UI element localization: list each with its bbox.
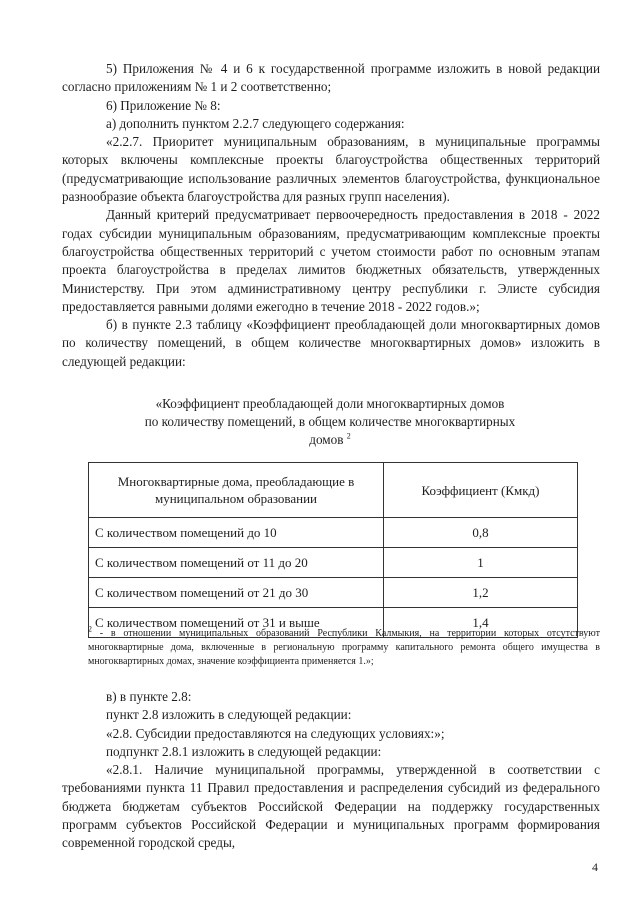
table-title-line-3 <box>100 431 560 449</box>
table-title-line-3-text: домов <box>309 432 344 447</box>
table-header-row <box>89 463 578 518</box>
footnote-mark: 2 <box>88 624 92 634</box>
paragraph-5: 5) Приложения № 4 и 6 к государственной программе изложить в новой редакции согласно приложениям № 1 и 2 соответственно; <box>62 61 600 95</box>
paragraph-2-8-intro: пункт 2.8 изложить в следующей редакции: <box>106 707 352 723</box>
table-cell-label: С количеством помещений до 10 <box>89 518 384 548</box>
table-title-line-2: по количеству помещений, в общем количестве многоквартирных <box>144 414 516 429</box>
footnote-text: - в отношении муниципальных образований Республики Калмыкия, на территории которых отсутствуют многоквартирные дома, включенные в региональную программу капитального ремонта общего имущества в многоквартирных домах, значение коэффициента применяется 1.»; <box>88 628 600 668</box>
table-cell-label: С количеством помещений от 31 и выше <box>89 608 384 638</box>
paragraph-criterion: Данный критерий предусматривает первоочередность предоставления в 2018 - 2022 годах субсидии муниципальным образованиям, предусматривающим комплексные проекты благоустройства общественных территорий с учетом стоимости работ по основным этапам проекта благоустройства в пределах лимитов бюджетных обязательств, утвержденных Министерству. При этом административному центру республики г. Элисте субсидия предоставляется равными долями ежегодно в течение 2018 - 2022 годов.»; <box>62 207 600 314</box>
coefficient-table <box>88 462 578 638</box>
paragraph-2-2-7: «2.2.7. Приоритет муниципальным образованиям, в муниципальные программы которых включены комплексные проекты благоустройства общественных территорий (предусматривающие использование различных элементов благоустройства, функциональное разнообразие объекта благоустройства для разных групп населения). <box>62 134 600 205</box>
paragraph-v: в) в пункте 2.8: <box>106 689 192 704</box>
table-header-cell: Коэффициент (Кмкд) <box>384 463 578 518</box>
footnote <box>88 624 600 670</box>
top-text-block <box>62 60 600 371</box>
paragraph-2-8-1: «2.8.1. Наличие муниципальной программы, утвержденной в соответствии с требованиями пункта 11 Правил предоставления и распределения субсидий из федерального бюджета бюджетам субъектов Российской Федерации на поддержку государственных программ субъектов Российской Федерации и муниципальных программ формирования современной городской среды, <box>62 762 600 851</box>
table-cell-label: С количеством помещений от 11 до 20 <box>89 548 384 578</box>
paragraph-6: 6) Приложение № 8: <box>106 97 221 113</box>
paragraph-b: б) в пункте 2.3 таблицу «Коэффициент преобладающей доли многоквартирных домов по количеству помещений, в общем количестве многоквартирных домов» изложить в следующей редакции: <box>62 317 600 369</box>
paragraph-2-8-1-intro: подпункт 2.8.1 изложить в следующей редакции: <box>106 743 382 759</box>
table-row <box>89 578 578 608</box>
table-title-line-1: «Коэффициент преобладающей доли многоквартирных домов <box>155 396 505 411</box>
table-header-cell: Многоквартирные дома, преобладающие в муниципальном образовании <box>89 463 384 518</box>
table-row <box>89 548 578 578</box>
table-title-footnote-mark: 2 <box>346 431 351 441</box>
table-cell-value: 1,4 <box>384 608 578 638</box>
table-cell-label: С количеством помещений от 21 до 30 <box>89 578 384 608</box>
table-cell-value: 1 <box>384 548 578 578</box>
table-row <box>89 518 578 548</box>
table-title <box>100 395 560 449</box>
page-number: 4 <box>592 860 598 874</box>
table-cell-value: 0,8 <box>384 518 578 548</box>
paragraph-2-8: «2.8. Субсидии предоставляются на следующих условиях:»; <box>106 725 445 741</box>
paragraph-a: а) дополнить пунктом 2.2.7 следующего содержания: <box>106 115 405 131</box>
table-cell-value: 1,2 <box>384 578 578 608</box>
bottom-text-block <box>62 688 600 853</box>
